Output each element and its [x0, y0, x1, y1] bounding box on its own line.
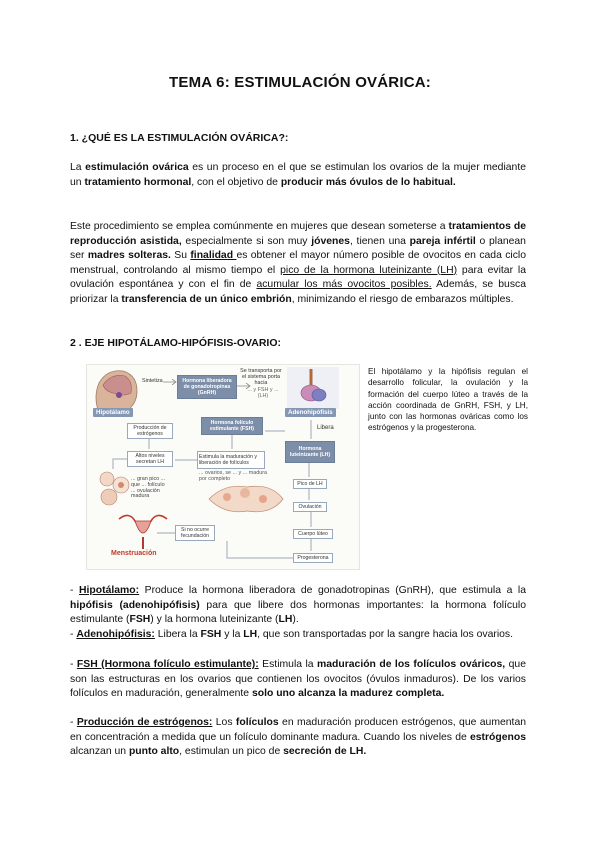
altos-niveles-box: Altos niveles secretan LH — [127, 451, 173, 467]
diagram-arrows — [87, 365, 359, 569]
list-item-hipotalamo: - Hipotálamo: Produce la hormona liberadora de gonadotropinas (GnRH), que estimula a la hipófisis (adenohipófisis) para que libere dos hormonas importantes: la hormona folículo estimulante (FSH) y la hormona luteinizante (LH). — [70, 585, 526, 626]
fecundacion-box: Si no ocurre fecundación — [175, 525, 215, 541]
estimula-detail: ... ovarios, se ... y ... madura por completo — [199, 470, 268, 482]
transporte-label: Se transporta por el sistema porta hacia — [240, 368, 282, 387]
gnrh-box: Hormona liberadora de gonadotropinas (GnRH) — [177, 375, 237, 399]
cuerpo-luteo-box: Cuerpo lúteo — [293, 529, 333, 539]
pico-lh-box: Pico de LH — [293, 479, 327, 489]
libera-label: Libera — [317, 425, 334, 431]
ovulacion-box: Ovulación — [293, 502, 327, 512]
hipotalamo-label: Hipotálamo — [93, 408, 133, 417]
hpo-axis-diagram — [86, 364, 360, 570]
list-item-estrogenos: - Producción de estrógenos: Los folículos en maduración producen estrógenos, que aumentan en concentración a medida que un folículo dominante madura. Cuando los niveles de estrógenos alcanzan un punto alto, estimulan un pico de secreción de LH. — [70, 717, 526, 758]
side-note: ... gran pico ... que ... folículo ... ovulación madura — [131, 476, 166, 500]
section-2-heading: 2 . EJE HIPOTÁLAMO-HIPÓFISIS-OVARIO: — [70, 337, 281, 349]
estrogenos-box: Producción de estrógenos — [127, 423, 173, 439]
sintetiza-label: Sintetiza — [142, 378, 163, 384]
section-1-heading: 1. ¿QUÉ ES LA ESTIMULACIÓN OVÁRICA?: — [70, 132, 289, 144]
menstruacion-label: Menstruación — [111, 550, 157, 557]
progesterona-box: Progesterona — [293, 553, 333, 563]
page-title: TEMA 6: ESTIMULACIÓN OVÁRICA: — [169, 74, 431, 91]
diagram-caption: El hipotálamo y la hipófisis regulan el desarrollo folicular, la ovulación y la formación del cuerpo lúteo a través de la acción coordinada de GnRH, FSH, y LH, junto con las hormonas ováricas como los estrógenos y la progesterona. — [368, 367, 528, 433]
transporte-detail: ... y FSH y ... (LH) — [247, 387, 279, 399]
list-item-fsh: - FSH (Hormona folículo estimulante): Estimula la maduración de los folículos ováricos, que son las estructuras en los ovarios que contienen los ovocitos (óvulos inmaduros). De los varios folículos en maduración, generalmente solo uno alcanza la madurez completa. — [70, 659, 526, 700]
intro-paragraph: La estimulación ovárica es un proceso en el que se estimulan los ovarios de la mujer mediante un tratamiento hormonal, con el objetivo de producir más óvulos de lo habitual. — [70, 162, 526, 188]
procedure-paragraph: Este procedimiento se emplea comúnmente en mujeres que desean someterse a tratamientos de reproducción asistida, especialmente si son muy jóvenes, tienen una pareja infértil o planean ser madres solteras. Su finalidad es obtener el mayor número posible de ovocitos en cada ciclo menstrual, controlando al mismo tiempo el pico de la hormona luteinizante (LH) para evitar la ovulación espontánea y con el fin de acumular los más ovocitos posibles. Además, se busca priorizar la transferencia de un único embrión, minimizando el riesgo de embarazos múltiples. — [70, 221, 527, 305]
list-item-adenohipofisis: - Adenohipófisis: Libera la FSH y la LH, que son transportadas por la sangre hacia los ovarios. — [70, 629, 513, 640]
fsh-box: Hormona folículo estimulante (FSH) — [201, 417, 263, 435]
lh-box: Hormona luteinizante (LH) — [285, 441, 335, 463]
estimula-box: Estimula la maduración y liberación de folículos — [197, 451, 265, 469]
adenohipofisis-label: Adenohipófisis — [285, 408, 336, 417]
